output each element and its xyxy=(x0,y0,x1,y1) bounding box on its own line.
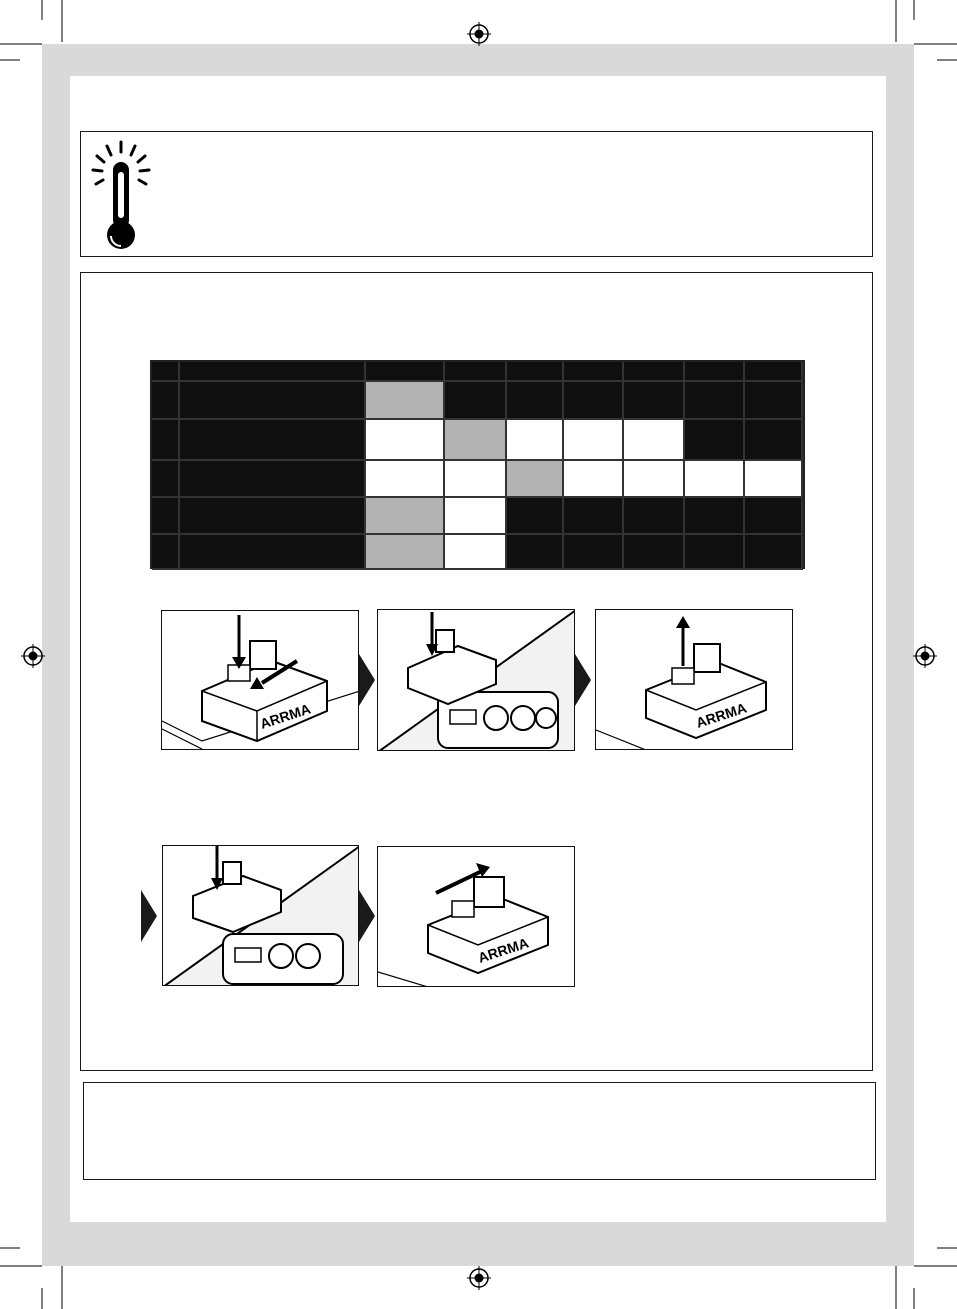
table-option-cell xyxy=(745,535,803,570)
table-header-cell xyxy=(180,362,366,382)
table-option-cell xyxy=(507,382,564,420)
table-row-label-cell xyxy=(180,461,366,498)
svg-text:ARRMA: ARRMA xyxy=(475,934,531,966)
table-header-cell xyxy=(366,362,445,382)
step-arrow-icon xyxy=(575,654,591,706)
table-option-cell xyxy=(624,420,685,461)
table-row-label-cell xyxy=(180,535,366,570)
registration-mark-icon xyxy=(21,644,45,668)
table-option-cell xyxy=(685,498,745,535)
table-option-cell xyxy=(564,461,624,498)
table-option-cell xyxy=(366,498,445,535)
table-option-cell xyxy=(564,382,624,420)
step-arrow-icon xyxy=(141,890,157,942)
switch-hold-led-panel-2 xyxy=(162,845,359,986)
table-option-cell xyxy=(445,461,507,498)
table-option-cell xyxy=(507,461,564,498)
table-header-cell xyxy=(507,362,564,382)
table-header-cell xyxy=(685,362,745,382)
table-header-cell xyxy=(564,362,624,382)
switch-release-button-panel xyxy=(595,609,793,750)
table-option-cell xyxy=(445,498,507,535)
table-option-cell xyxy=(745,420,803,461)
registration-mark-icon xyxy=(467,22,491,46)
table-option-cell xyxy=(507,535,564,570)
registration-mark-icon xyxy=(913,644,937,668)
table-option-cell xyxy=(624,382,685,420)
table-header-cell xyxy=(152,362,180,382)
step-arrow-icon xyxy=(359,890,375,942)
svg-text:ARRMA: ARRMA xyxy=(257,700,313,732)
table-option-cell xyxy=(624,535,685,570)
table-option-cell xyxy=(564,535,624,570)
table-option-cell xyxy=(366,382,445,420)
table-option-cell xyxy=(366,420,445,461)
table-option-cell xyxy=(445,420,507,461)
table-header-cell xyxy=(445,362,507,382)
table-option-cell xyxy=(366,461,445,498)
table-option-cell xyxy=(685,420,745,461)
table-row-index-cell xyxy=(152,498,180,535)
table-row-label-cell xyxy=(180,382,366,420)
registration-mark-icon xyxy=(467,1266,491,1290)
table-header-cell xyxy=(745,362,803,382)
table-option-cell xyxy=(366,535,445,570)
table-row-index-cell xyxy=(152,535,180,570)
table-option-cell xyxy=(624,461,685,498)
table-option-cell xyxy=(564,498,624,535)
table-option-cell xyxy=(745,461,803,498)
thermometer-heat-icon xyxy=(91,140,151,252)
svg-text:ARRMA: ARRMA xyxy=(693,699,749,731)
table-option-cell xyxy=(564,420,624,461)
table-row-index-cell xyxy=(152,420,180,461)
table-row-label-cell xyxy=(180,498,366,535)
step-arrow-icon xyxy=(359,654,375,706)
switch-slide-panel xyxy=(377,846,575,987)
table-row-label-cell xyxy=(180,420,366,461)
table-option-cell xyxy=(685,382,745,420)
heat-warning-box xyxy=(80,131,873,257)
table-option-cell xyxy=(445,382,507,420)
table-header-cell xyxy=(624,362,685,382)
note-box xyxy=(83,1082,876,1180)
table-option-cell xyxy=(745,498,803,535)
table-row-index-cell xyxy=(152,461,180,498)
table-option-cell xyxy=(685,535,745,570)
table-option-cell xyxy=(507,498,564,535)
settings-table xyxy=(150,360,805,569)
table-option-cell xyxy=(507,420,564,461)
table-option-cell xyxy=(445,535,507,570)
table-option-cell xyxy=(624,498,685,535)
table-option-cell xyxy=(685,461,745,498)
switch-hold-led-panel xyxy=(377,609,575,751)
table-row-index-cell xyxy=(152,382,180,420)
table-option-cell xyxy=(745,382,803,420)
switch-press-button-panel xyxy=(161,610,359,750)
